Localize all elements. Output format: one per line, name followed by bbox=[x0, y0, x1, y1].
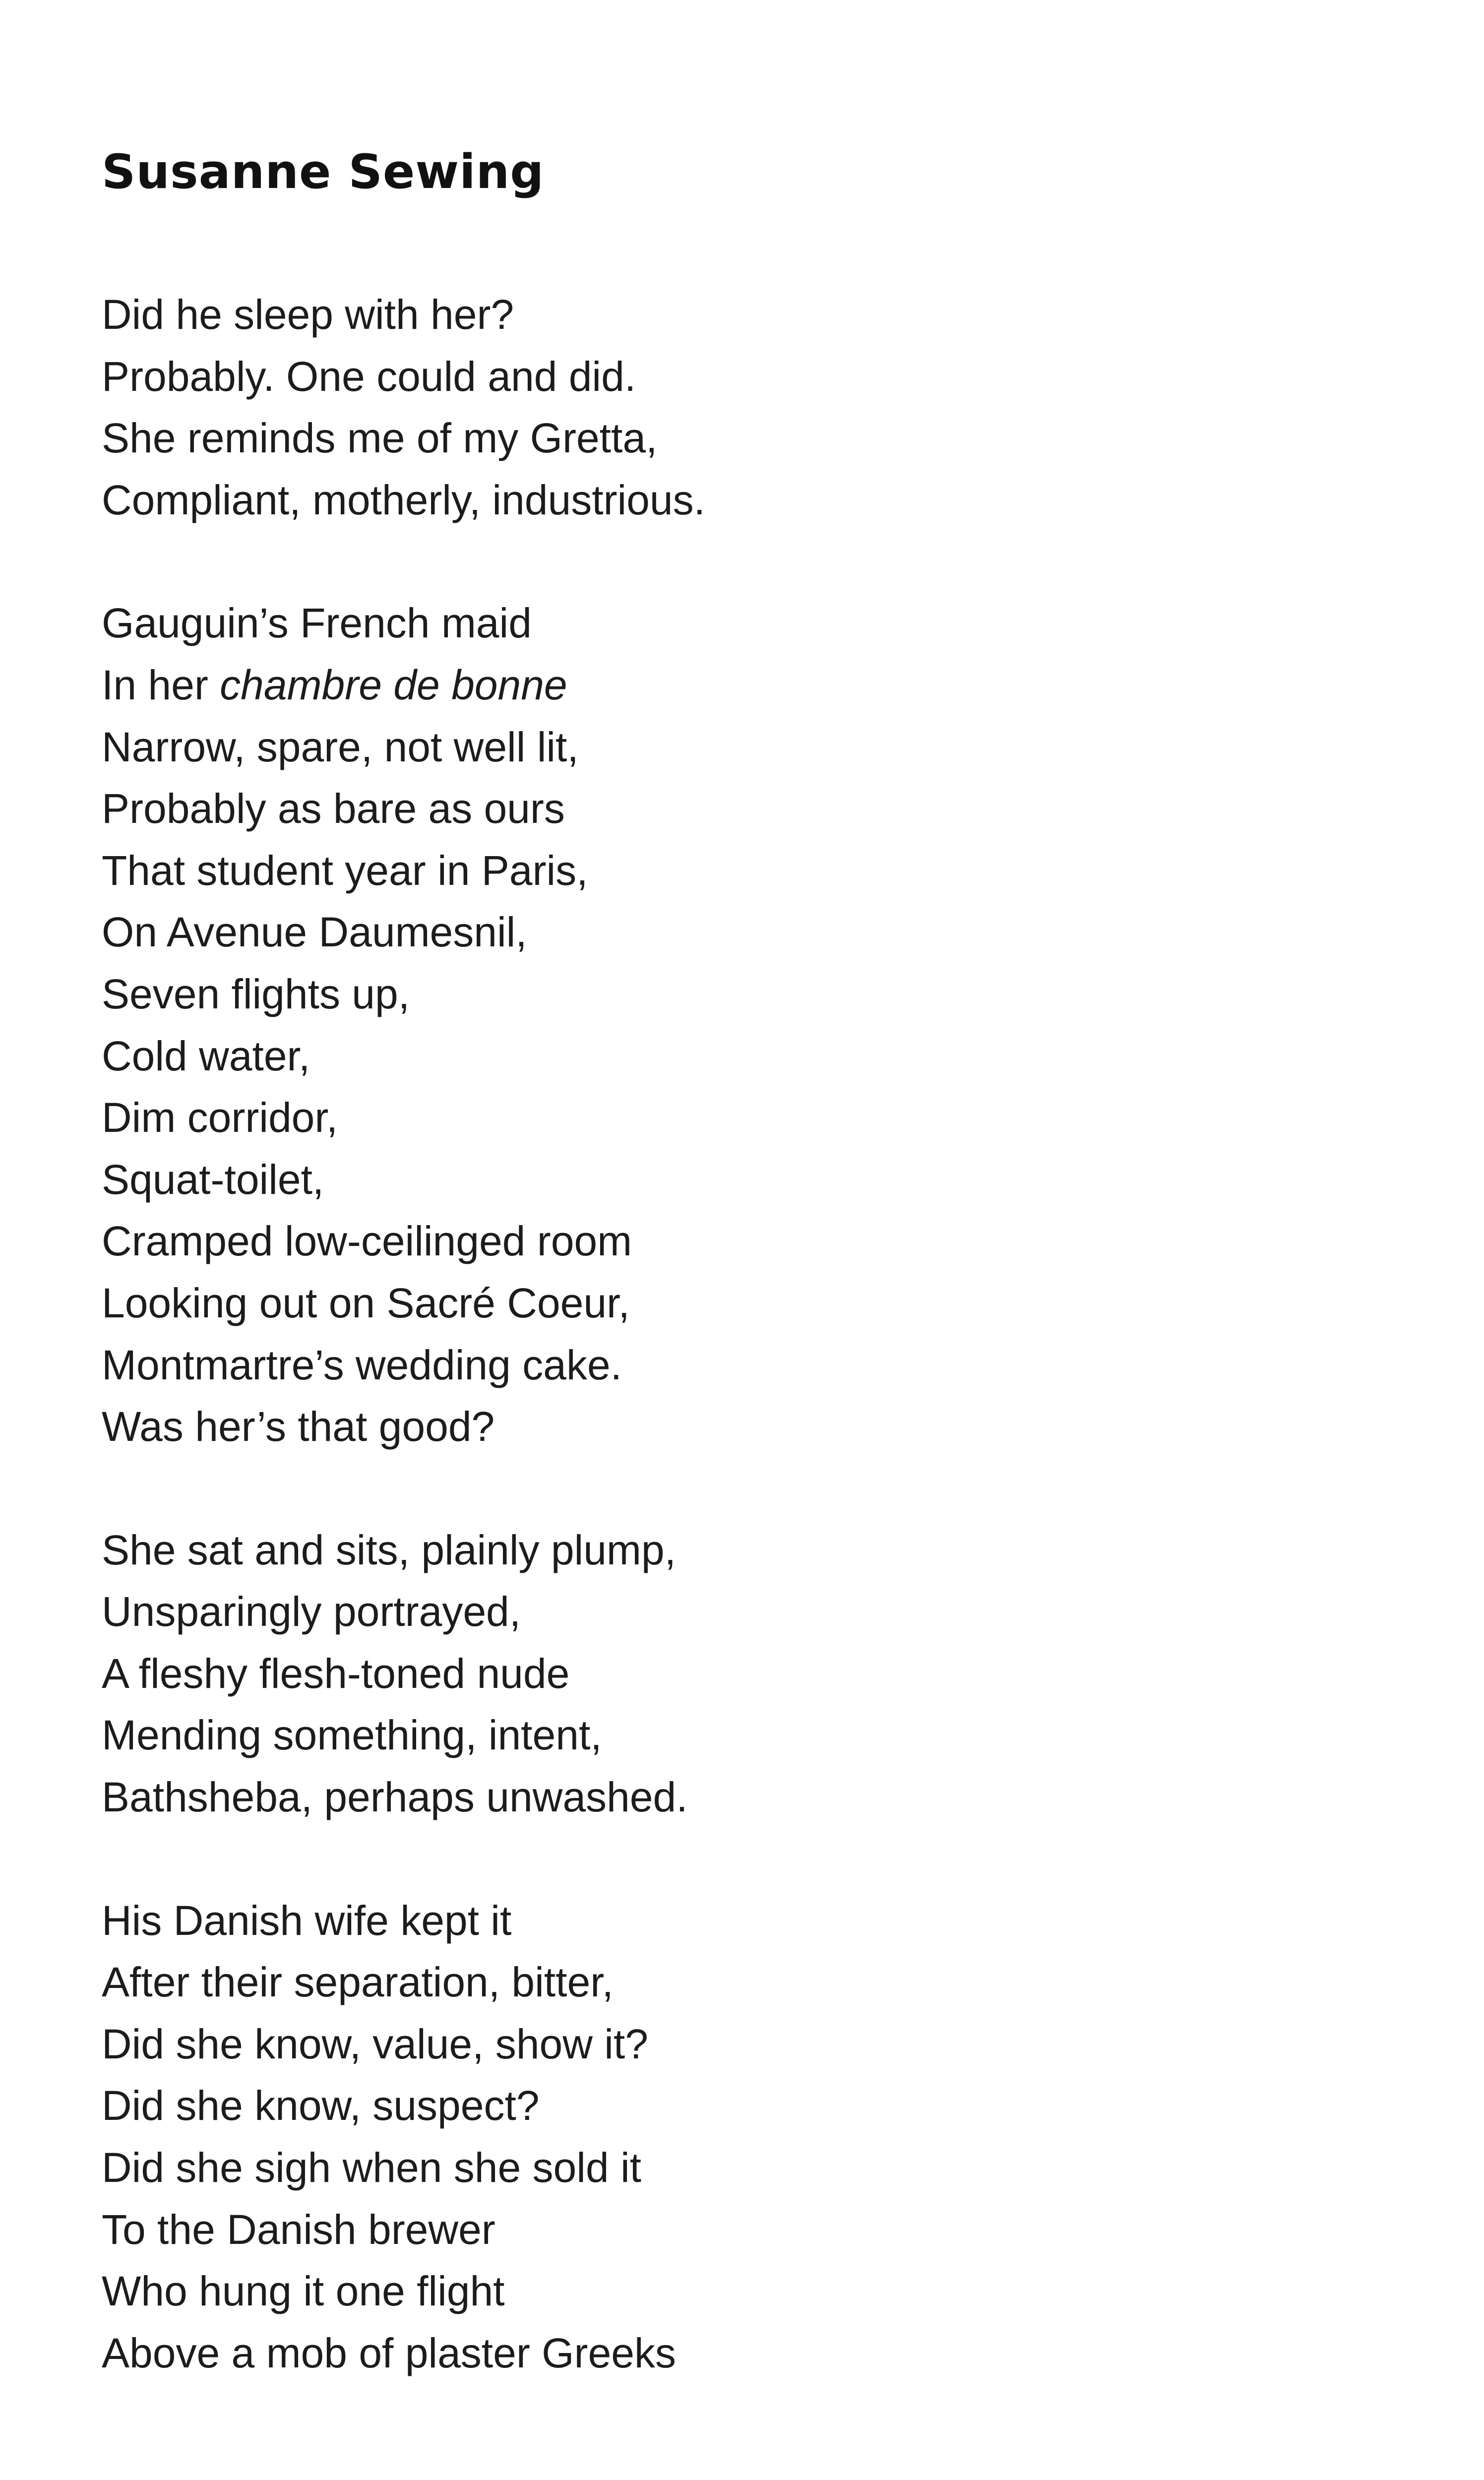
poem-line: Montmartre’s wedding cake. bbox=[102, 1341, 622, 1388]
poem-line: Did she know, value, show it? bbox=[102, 2020, 648, 2067]
poem-line: Did he sleep with her? bbox=[102, 291, 514, 338]
poem-line: On Avenue Daumesnil, bbox=[102, 909, 527, 956]
poem-line bbox=[102, 654, 1292, 716]
stanza bbox=[102, 284, 1292, 531]
poem-line: Looking out on Sacré Coeur, bbox=[102, 1279, 630, 1326]
poem-line: Who hung it one flight bbox=[102, 2268, 505, 2315]
poem-line: Did she sigh when she sold it bbox=[102, 2144, 641, 2191]
poem-line: A fleshy flesh-toned nude bbox=[102, 1650, 570, 1697]
poem-line: Probably as bare as ours bbox=[102, 785, 565, 832]
poem-line: Mending something, intent, bbox=[102, 1712, 602, 1759]
poem-line: Gauguin’s French maid bbox=[102, 600, 532, 647]
stanza bbox=[102, 592, 1292, 1457]
poem-line: Did she know, suspect? bbox=[102, 2082, 540, 2129]
line-text: In her bbox=[102, 661, 220, 708]
poem-line: Narrow, spare, not well lit, bbox=[102, 723, 579, 770]
poem-line: She reminds me of my Gretta, bbox=[102, 415, 658, 462]
poem-line: Probably. One could and did. bbox=[102, 353, 636, 400]
poem-line: Squat-toilet, bbox=[102, 1156, 324, 1203]
stanza bbox=[102, 1519, 1292, 1828]
poem-title: Susanne Sewing bbox=[102, 145, 545, 199]
poem-line: To the Danish brewer bbox=[102, 2206, 495, 2253]
poem-body bbox=[102, 284, 1292, 2445]
poem-line: Dim corridor, bbox=[102, 1094, 338, 1141]
stanza bbox=[102, 1890, 1292, 2384]
poem-line: Cold water, bbox=[102, 1032, 310, 1079]
poem-line: Was her’s that good? bbox=[102, 1403, 495, 1450]
poem-line: That student year in Paris, bbox=[102, 847, 588, 894]
poem-line: Cramped low-ceilinged room bbox=[102, 1218, 632, 1265]
poem-line: Above a mob of plaster Greeks bbox=[102, 2329, 676, 2376]
italic-phrase: chambre de bonne bbox=[220, 661, 567, 708]
poem-line: Compliant, motherly, industrious. bbox=[102, 476, 705, 523]
poem-line: Bathsheba, perhaps unwashed. bbox=[102, 1774, 688, 1821]
poem-line: She sat and sits, plainly plump, bbox=[102, 1526, 676, 1573]
poem-line: His Danish wife kept it bbox=[102, 1897, 512, 1944]
poem-line: After their separation, bitter, bbox=[102, 1959, 614, 2006]
poem-line: Unsparingly portrayed, bbox=[102, 1588, 521, 1635]
poem-line: Seven flights up, bbox=[102, 970, 410, 1017]
